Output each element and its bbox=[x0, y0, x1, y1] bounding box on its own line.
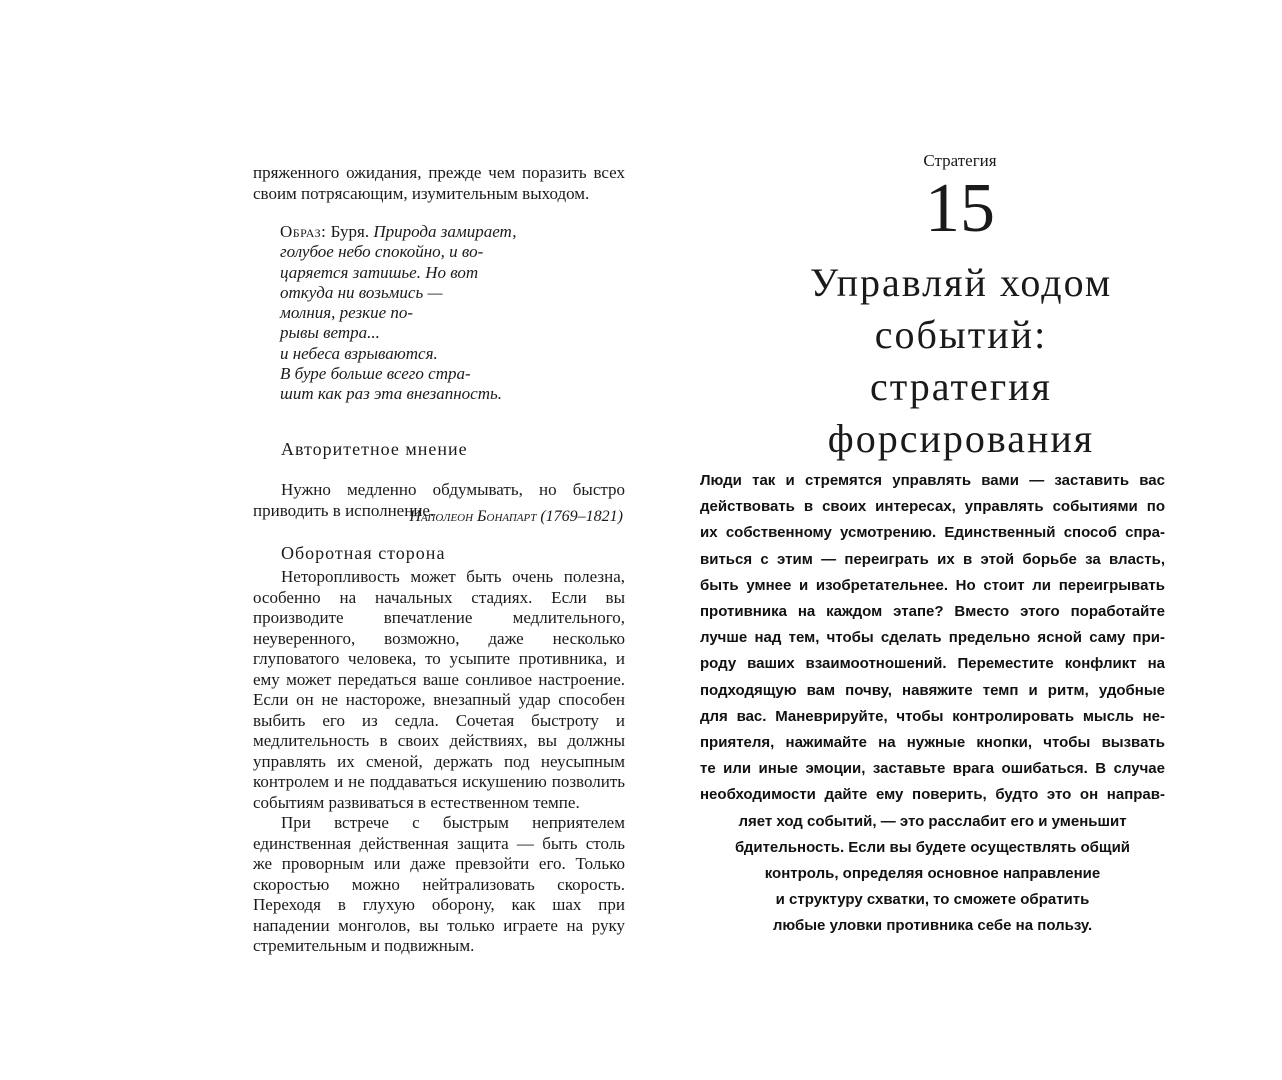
authority-heading: Авторитетное мнение bbox=[281, 439, 468, 459]
strategy-label: Стратегия bbox=[923, 151, 997, 170]
summary-line: и структуру схватки, то сможете обратить bbox=[775, 891, 1090, 909]
image-line: и небеса взрываются. bbox=[280, 343, 438, 363]
quote-author: Наполеон Бонапарт bbox=[409, 508, 537, 525]
summary-line: роду ваших взаимоотношений. Переместите конфликт на bbox=[700, 655, 1165, 673]
image-subject: Буря. bbox=[330, 222, 370, 241]
summary-line: необходимости дайте ему поверить, будто это он направ- bbox=[700, 786, 1165, 804]
summary-line: бдительность. Если вы будете осуществлять общий bbox=[734, 838, 1131, 856]
image-line: шит как раз эта внезапность. bbox=[280, 384, 502, 404]
lead-text: пряженного ожидания, прежде чем поразить всех своим потрясающим, изумительным выходом. bbox=[253, 163, 625, 203]
title-line: стратегия bbox=[870, 364, 1052, 409]
image-block bbox=[280, 222, 580, 405]
left-page bbox=[0, 0, 640, 1080]
image-line: рывы ветра... bbox=[280, 323, 380, 343]
summary-line: их собственному усмотрению. Единственный способ спра- bbox=[700, 524, 1165, 542]
summary-line: для вас. Маневрируйте, чтобы контролировать мысль не- bbox=[700, 707, 1165, 725]
title-line: Управляй ходом bbox=[809, 260, 1113, 305]
summary-line: приятеля, нажимайте на нужные кнопки, чтобы вызвать bbox=[700, 734, 1165, 752]
summary-line: любые уловки противника себе на пользу. bbox=[772, 917, 1093, 935]
image-line: Природа замирает, bbox=[373, 222, 517, 241]
summary-line: те или иные эмоции, заставьте врага ошибаться. В случае bbox=[700, 760, 1165, 778]
image-line: голубое небо спокойно, и во- bbox=[280, 242, 484, 262]
quote-attribution bbox=[253, 508, 623, 526]
title-line: событий: bbox=[874, 312, 1048, 357]
quote-years: (1769–1821) bbox=[540, 508, 623, 525]
image-line: откуда ни возьмись — bbox=[280, 282, 443, 302]
reverse-heading: Оборотная сторона bbox=[281, 543, 446, 563]
summary-line: Люди так и стремятся управлять вами — заставить вас bbox=[700, 472, 1165, 489]
summary-line: подходящую вам почву, навяжите темп и ритм, удобные bbox=[700, 681, 1165, 699]
chapter-title bbox=[640, 257, 1282, 465]
summary-line: противника на каждом этапе? Вместо этого поработайте bbox=[700, 603, 1165, 621]
reverse-paragraph: Неторопливость может быть очень полезна, особенно на начальных стадиях. Если вы производите впечатление медлительного, неуверенного, возможно, даже несколько глуповатого человека, то усыпите противника, и ему может передаться ваше сонливое настроение. Если он не настороже, внезапный удар способен выбить его из седла. Сочетая быстроту и медлительность в своих действиях, вы должны управлять их сменой, держать под неусыпным контролем и не поддаваться искушению позволить событиям развиваться в естественном темпе. bbox=[253, 567, 625, 812]
image-line: царяется затишье. Но вот bbox=[280, 262, 479, 282]
image-line: В буре больше всего стра- bbox=[280, 364, 471, 384]
strategy-summary bbox=[700, 468, 1165, 940]
image-line: молния, резкие по- bbox=[280, 303, 414, 323]
summary-line: виться с этим — переиграть их в этой борьбе за власть, bbox=[700, 550, 1165, 568]
title-line: форсирования bbox=[827, 416, 1095, 461]
summary-line: действовать в своих интересах, управлять событиями по bbox=[700, 498, 1165, 516]
summary-line: быть умнее и изобретательнее. Но стоит ли переигрывать bbox=[700, 576, 1165, 594]
reverse-body bbox=[253, 567, 625, 957]
summary-line: лучше над тем, чтобы сделать предельно ясной саму при- bbox=[700, 629, 1165, 647]
summary-line: контроль, определяя основное направление bbox=[764, 865, 1101, 883]
right-page bbox=[640, 0, 1282, 1080]
image-label: Образ: bbox=[280, 222, 327, 241]
summary-line: ляет ход событий, — это расслабит его и уменьшит bbox=[738, 812, 1127, 830]
authority-quote: Нужно медленно обдумывать, но быстро приводить в исполнение. bbox=[253, 480, 625, 520]
strategy-number: 15 bbox=[925, 170, 995, 247]
reverse-paragraph: При встрече с быстрым неприятелем единственная действенная защита — быть столь же проворным или даже превзойти его. Только скоростью можно нейтрализовать скорость. Переходя в глухую оборону, как шах при нападении монголов, вы только играете на руку стремительным и подвижным. bbox=[253, 813, 625, 955]
